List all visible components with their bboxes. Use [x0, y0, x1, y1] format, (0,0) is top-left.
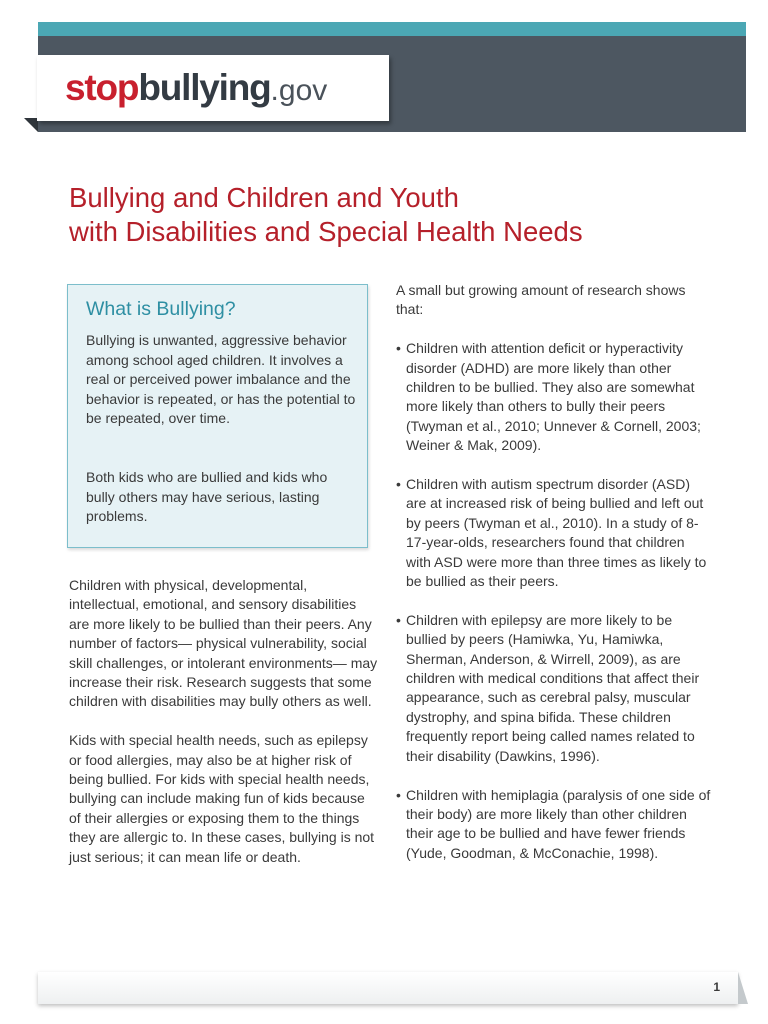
list-item-text: Children with autism spectrum disorder (ASD) are at increased risk of being bullied and left out by peers (Twyman et al., 2010). In a study of 8-17-year-olds, researchers found that children with ASD were more than three times as likely to be bullied as their peers.: [406, 476, 707, 590]
bullet-icon: •: [396, 786, 401, 803]
callout-paragraph-definition: Bullying is unwanted, aggressive behavior among school aged children. It involves a real or perceived power imbalance and the behavior is repeated, or has the potential to be repeated, over time.: [86, 332, 356, 426]
list-item-text: Children with epilepsy are more likely to be bullied by peers (Hamiwka, Yu, Hamiwka, Sherman, Anderson, & Wirrell, 2009), as are children with medical conditions that affect their appearance, such as cerebral palsy, muscular dystrophy, and spina bifida. These children frequently report being called names related to their disability (Dawkins, 1996).: [406, 611, 700, 764]
page-number: 1: [713, 980, 720, 994]
left-column: [69, 576, 379, 886]
logo-gov: .gov: [270, 74, 328, 107]
callout-heading: What is Bullying?: [86, 298, 236, 320]
footer-fold: [738, 972, 748, 1004]
bullet-icon: •: [396, 476, 401, 493]
site-logo[interactable]: [37, 55, 389, 121]
list-item-text: Children with attention deficit or hyperactivity disorder (ADHD) are more likely than other children to be bullied. They also are somewhat more likely than others to bully their peers (Twyman et al., 2010; Unnever & Cornell, 2003; Weiner & Mak, 2009).: [406, 340, 701, 454]
list-item: [396, 611, 712, 766]
list-item: [396, 475, 712, 591]
research-intro: A small but growing amount of research shows that:: [396, 282, 686, 318]
list-item: [396, 339, 712, 455]
logo-wordmark: [65, 66, 327, 113]
header-accent-stripe: [38, 22, 746, 36]
definition-callout-box: [67, 284, 368, 548]
list-item: [396, 786, 712, 864]
callout-paragraph-consequences: Both kids who are bullied and kids who bully others may have serious, lasting problems.: [86, 469, 328, 524]
research-findings-list: [396, 339, 716, 863]
bullet-icon: •: [396, 340, 401, 357]
footer-bar: [38, 972, 738, 1004]
right-column: [396, 281, 716, 883]
logo-bullying: bullying: [138, 67, 271, 108]
bullet-icon: •: [396, 611, 401, 628]
page-title-line-2: with Disabilities and Special Health Needs: [69, 216, 583, 247]
logo-stop: stop: [65, 67, 139, 108]
body-paragraph: Kids with special health needs, such as epilepsy or food allergies, may also be at higher risk of being bullied. For kids with special health needs, bullying can include making fun of kids because of their allergies or exposing them to the things they are allergic to. In these cases, bullying is not just serious; it can mean life or death.: [69, 732, 375, 865]
body-paragraph: Children with physical, developmental, intellectual, emotional, and sensory disabilities are more likely to be bullied than their peers. Any number of factors— physical vulnerability, social skill challenges, or intolerant environments— may increase their risk. Research suggests that some children with disabilities may bully others as well.: [69, 577, 378, 710]
page-title-line-1: Bullying and Children and Youth: [69, 182, 459, 213]
list-item-text: Children with hemiplagia (paralysis of one side of their body) are more likely than other children their age to be bullied and have fewer friends (Yude, Goodman, & McConachie, 1998).: [406, 786, 711, 861]
page-title: [69, 181, 709, 249]
logo-card-fold: [24, 118, 38, 132]
